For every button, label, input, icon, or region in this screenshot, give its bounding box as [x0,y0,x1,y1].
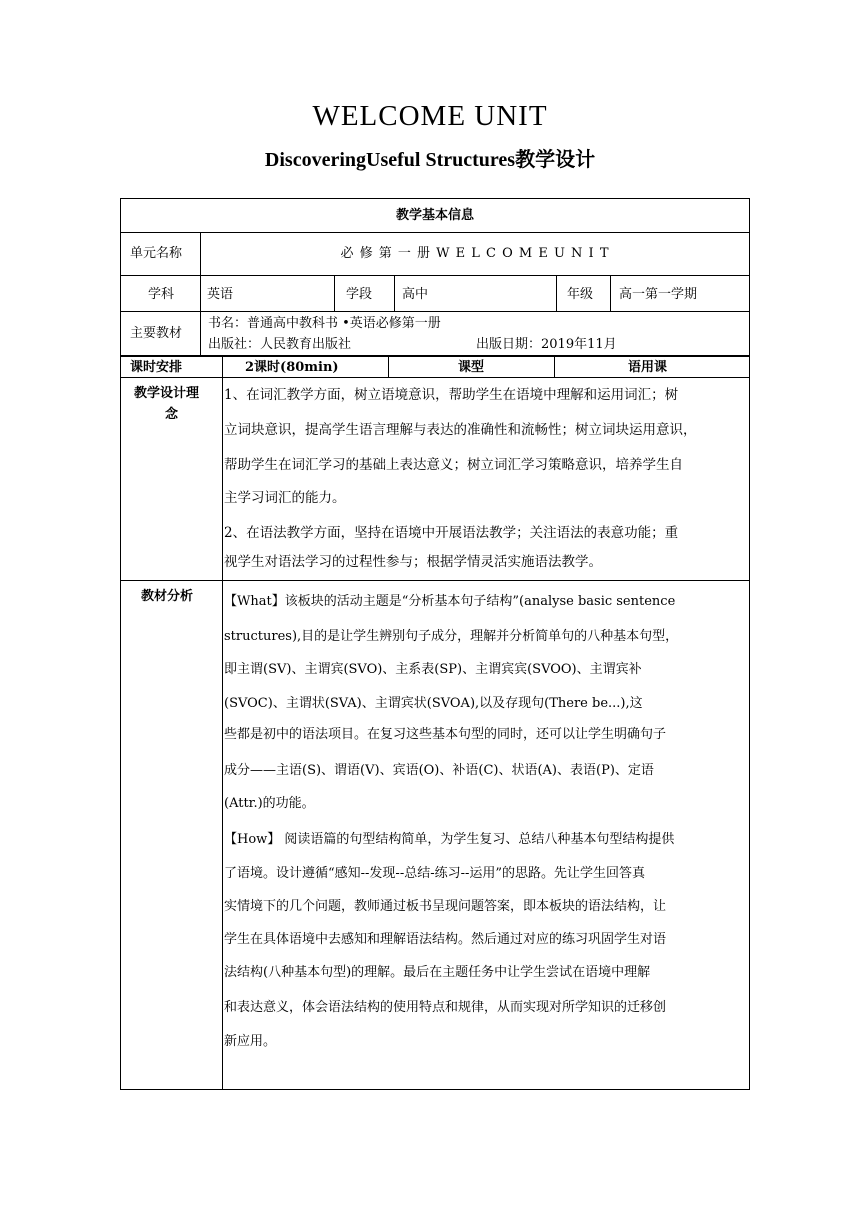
grade-label: 年级 [567,287,594,302]
unit-value: 必 修 第 一 册 W E L C O M E U N I T [340,246,610,261]
analysis-line: (SVOC)、主谓状(SVA)、主谓宾状(SVOA),以及存现句(There be...),这 [224,696,643,711]
concept-line: 1、在词汇教学方面，树立语境意识，帮助学生在语境中理解和运用词汇；树 [224,387,679,403]
textbook-publisher: 出版社：人民教育出版社 [208,337,352,352]
textbook-name: 书名：普通高中教科书 •英语必修第一册 [208,316,441,331]
stage-label: 学段 [346,287,373,302]
analysis-line: 些都是初中的语法项目。在复习这些基本句型的同时，还可以让学生明确句子 [224,727,667,742]
concept-label-line1: 教学设计理 [134,386,200,401]
textbook-date: 出版日期：2019年11月 [476,337,617,352]
analysis-line: 成分——主语(S)、谓语(V)、宾语(O)、补语(C)、状语(A)、表语(P)、定语 [224,763,654,778]
subject-value: 英语 [207,287,234,302]
concept-line: 视学生对语法学习的过程性参与；根据学情灵活实施语法教学。 [224,554,602,570]
analysis-line: (Attr.)的功能。 [224,796,315,811]
analysis-line: 即主谓(SV)、主谓宾(SVO)、主系表(SP)、主谓宾宾(SVOO)、主谓宾补 [224,662,642,677]
subject-label: 学科 [148,287,175,302]
analysis-line: 法结构(八种基本句型)的理解。最后在主题任务中让学生尝试在语境中理解 [224,965,651,980]
analysis-line: 新应用。 [224,1034,277,1049]
analysis-line: 【How】 阅读语篇的句型结构简单，为学生复习、总结八种基本句型结构提供 [224,832,675,847]
textbook-label: 主要教材 [130,326,183,341]
analysis-line: 【What】该板块的活动主题是“分析基本句子结构”(analyse basic sentence [224,594,676,609]
concept-label-line2: 念 [165,407,179,422]
concept-line: 帮助学生在词汇学习的基础上表达意义；树立词汇学习策略意识，培养学生自 [224,457,683,473]
page-title: WELCOME UNIT [312,100,548,132]
grade-value: 高一第一学期 [619,287,698,302]
page-subtitle: DiscoveringUseful Structures教学设计 [264,149,596,171]
hours-label: 课时安排 [130,360,183,375]
table-header: 教学基本信息 [395,208,474,223]
analysis-line: structures),目的是让学生辨别句子成分，理解并分析简单句的八种基本句型， [224,629,679,644]
analysis-line: 了语境。设计遵循“感知--发现--总结-练习--运用”的思路。先让学生回答真 [224,866,646,881]
analysis-line: 和表达意义，体会语法结构的使用特点和规律，从而实现对所学知识的迁移创 [224,1000,667,1015]
analysis-line: 学生在具体语境中去感知和理解语法结构。然后通过对应的练习巩固学生对语 [224,932,667,947]
stage-value: 高中 [402,287,429,302]
analysis-label: 教材分析 [141,589,194,604]
concept-line: 主学习词汇的能力。 [224,490,346,506]
concept-line: 立词块意识，提高学生语言理解与表达的准确性和流畅性；树立词块运用意识， [224,422,697,438]
analysis-line: 实情境下的几个问题，教师通过板书呈现问题答案，即本板块的语法结构，让 [224,899,667,914]
unit-label: 单元名称 [130,246,183,261]
type-label: 课型 [458,360,485,375]
type-value: 语用课 [628,360,668,375]
concept-line: 2、在语法教学方面，坚持在语境中开展语法教学；关注语法的表意功能；重 [224,525,679,541]
hours-value: 2课时(80min) [245,360,339,375]
